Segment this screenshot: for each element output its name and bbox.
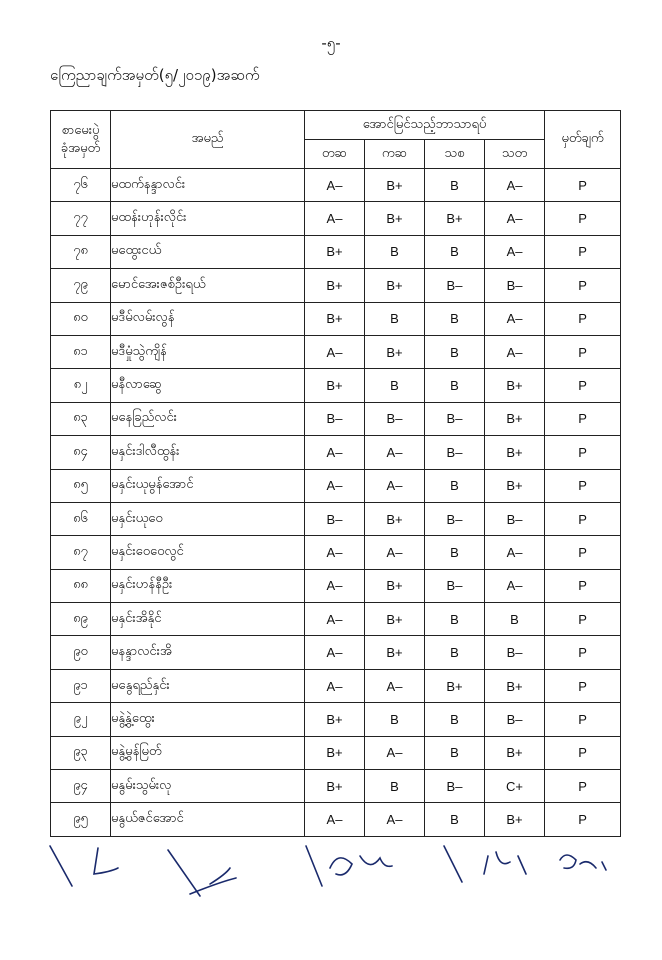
remark-cell: P — [545, 736, 621, 769]
grade-cell: B — [425, 603, 485, 636]
exam-number-cell: ၈၃ — [51, 402, 111, 435]
grade-cell: B — [425, 703, 485, 736]
announcement-heading: ကြေညာချက်အမှတ်(၅/၂၀၁၉)အဆက် — [50, 66, 260, 84]
grade-cell: B– — [425, 569, 485, 602]
grade-cell: B+ — [485, 669, 545, 702]
grade-cell: B — [425, 803, 485, 836]
remark-cell: P — [545, 603, 621, 636]
grade-cell: B+ — [365, 269, 425, 302]
table-row — [51, 436, 621, 469]
signature-2 — [190, 868, 236, 894]
table-row — [51, 669, 621, 702]
grade-cell: A– — [305, 536, 365, 569]
grade-cell: B+ — [485, 402, 545, 435]
student-name-cell: မနှင်းဝေဝေလွင် — [111, 536, 305, 569]
remark-cell: P — [545, 302, 621, 335]
remark-cell: P — [545, 536, 621, 569]
student-name-cell: မနွဲ့နွဲ့ထွေး — [111, 703, 305, 736]
remark-cell: P — [545, 669, 621, 702]
remark-cell: P — [545, 402, 621, 435]
table-row — [51, 402, 621, 435]
exam-number-cell: ၈၂ — [51, 369, 111, 402]
table-row — [51, 502, 621, 535]
grade-cell: B — [365, 770, 425, 803]
table-row — [51, 302, 621, 335]
grade-cell: B– — [485, 703, 545, 736]
grade-cell: B+ — [365, 603, 425, 636]
grade-cell: A– — [365, 536, 425, 569]
exam-number-cell: ၇၉ — [51, 269, 111, 302]
exam-number-cell: ၇၈ — [51, 235, 111, 268]
exam-number-cell: ၈၈ — [51, 569, 111, 602]
grade-cell: B– — [305, 402, 365, 435]
signature-marks — [40, 838, 630, 908]
exam-number-cell: ၈၉ — [51, 603, 111, 636]
slash-mark — [168, 850, 200, 896]
grade-cell: B– — [425, 436, 485, 469]
student-name-cell: မဒီမှုံသွဲကျိန် — [111, 335, 305, 368]
exam-number-cell: ၈၆ — [51, 502, 111, 535]
grade-cell: A– — [365, 803, 425, 836]
remark-cell: P — [545, 803, 621, 836]
remark-cell: P — [545, 202, 621, 235]
grade-cell: A– — [305, 803, 365, 836]
student-name-cell: မနွမ်းသွမ်းလု — [111, 770, 305, 803]
grade-cell: A– — [485, 169, 545, 202]
header-exam-number-line2: ခုံအမှတ် — [60, 140, 101, 156]
grade-cell: B– — [425, 269, 485, 302]
grade-cell: B — [425, 536, 485, 569]
grade-cell: B– — [365, 402, 425, 435]
student-name-cell: မနှင်းအိနိုင် — [111, 603, 305, 636]
grade-cell: B — [425, 235, 485, 268]
grade-cell: A– — [365, 436, 425, 469]
grade-cell: A– — [305, 169, 365, 202]
grade-cell: A– — [485, 536, 545, 569]
student-name-cell: မထွေးငယ် — [111, 235, 305, 268]
remark-cell: P — [545, 269, 621, 302]
table-row — [51, 603, 621, 636]
slash-mark — [444, 846, 462, 882]
student-name-cell: မနီလာဆွေ — [111, 369, 305, 402]
grade-cell: B — [425, 736, 485, 769]
remark-cell: P — [545, 335, 621, 368]
grade-cell: A– — [365, 736, 425, 769]
grade-cell: B+ — [365, 502, 425, 535]
grade-cell: B — [365, 235, 425, 268]
student-name-cell: မောင်အေးဇစ်ဦးရယ် — [111, 269, 305, 302]
student-name-cell: မထန်းဟုန်းလိုင်း — [111, 202, 305, 235]
signature-4 — [484, 852, 526, 874]
header-exam-number-line1: စာမေးပွဲ — [61, 122, 100, 138]
grade-cell: A– — [485, 202, 545, 235]
grade-cell: A– — [485, 569, 545, 602]
header-exam-number — [51, 111, 111, 169]
header-subject: ကဆ — [365, 140, 425, 169]
slash-mark — [306, 846, 322, 886]
signature-1 — [94, 848, 118, 874]
exam-number-cell: ၉၂ — [51, 703, 111, 736]
grade-cell: B– — [485, 269, 545, 302]
grade-cell: B+ — [485, 369, 545, 402]
remark-cell: P — [545, 436, 621, 469]
exam-number-cell: ၉၀ — [51, 636, 111, 669]
remark-cell: P — [545, 502, 621, 535]
table-row — [51, 235, 621, 268]
signatures — [40, 838, 630, 908]
grade-cell: B — [365, 369, 425, 402]
grade-cell: A– — [485, 302, 545, 335]
exam-number-cell: ၈၀ — [51, 302, 111, 335]
remark-cell: P — [545, 703, 621, 736]
remark-cell: P — [545, 569, 621, 602]
grade-cell: B — [425, 169, 485, 202]
table-row — [51, 536, 621, 569]
signature-3 — [330, 856, 392, 875]
grade-cell: B– — [485, 636, 545, 669]
grade-cell: B– — [425, 402, 485, 435]
remark-cell: P — [545, 636, 621, 669]
grade-cell: A– — [305, 569, 365, 602]
student-name-cell: မဒီမ်လမ်းလွန် — [111, 302, 305, 335]
grade-cell: B — [425, 636, 485, 669]
table-row — [51, 369, 621, 402]
student-name-cell: မနွေရည်နှင်း — [111, 669, 305, 702]
grade-cell: B+ — [365, 335, 425, 368]
header-remark: မှတ်ချက် — [545, 111, 621, 169]
slash-mark — [50, 846, 72, 886]
grade-cell: A– — [305, 636, 365, 669]
grade-cell: B+ — [425, 669, 485, 702]
table-row — [51, 569, 621, 602]
exam-number-cell: ၇၇ — [51, 202, 111, 235]
table-row — [51, 636, 621, 669]
grade-cell: B — [485, 603, 545, 636]
results-table — [50, 110, 621, 837]
grade-cell: A– — [305, 603, 365, 636]
student-name-cell: မနွယ်ဇင်အောင် — [111, 803, 305, 836]
exam-number-cell: ၈၇ — [51, 536, 111, 569]
student-name-cell: မနှင်းယုဝေ — [111, 502, 305, 535]
grade-cell: B+ — [365, 569, 425, 602]
grade-cell: B– — [485, 502, 545, 535]
grade-cell: B+ — [485, 803, 545, 836]
grade-cell: B+ — [305, 770, 365, 803]
student-name-cell: မနှင်းယုမွန်အောင် — [111, 469, 305, 502]
remark-cell: P — [545, 770, 621, 803]
exam-number-cell: ၈၁ — [51, 335, 111, 368]
grade-cell: B– — [425, 770, 485, 803]
table-row — [51, 335, 621, 368]
grade-cell: B+ — [425, 202, 485, 235]
exam-number-cell: ၈၅ — [51, 469, 111, 502]
exam-number-cell: ၈၄ — [51, 436, 111, 469]
exam-number-cell: ၉၁ — [51, 669, 111, 702]
student-name-cell: မနွဲ့မွန်မြတ် — [111, 736, 305, 769]
student-name-cell: မထက်နန္ဒာလင်း — [111, 169, 305, 202]
grade-cell: A– — [305, 669, 365, 702]
table-row — [51, 469, 621, 502]
grade-cell: B– — [305, 502, 365, 535]
student-name-cell: မနှင်းဒါလီထွန်း — [111, 436, 305, 469]
remark-cell: P — [545, 235, 621, 268]
grade-cell: B+ — [485, 436, 545, 469]
exam-number-cell: ၉၅ — [51, 803, 111, 836]
table-row — [51, 703, 621, 736]
grade-cell: B+ — [305, 369, 365, 402]
student-name-cell: မနေခြည်လင်း — [111, 402, 305, 435]
exam-number-cell: ၉၃ — [51, 736, 111, 769]
grade-cell: B– — [425, 502, 485, 535]
grade-cell: B — [425, 302, 485, 335]
table-row — [51, 202, 621, 235]
grade-cell: A– — [305, 335, 365, 368]
student-name-cell: မနန္ဒာလင်းအိ — [111, 636, 305, 669]
remark-cell: P — [545, 469, 621, 502]
signature-5 — [560, 855, 606, 870]
grade-cell: B+ — [305, 736, 365, 769]
grade-cell: B — [425, 469, 485, 502]
exam-number-cell: ၉၄ — [51, 770, 111, 803]
grade-cell: B — [365, 302, 425, 335]
table-row — [51, 736, 621, 769]
grade-cell: A– — [305, 469, 365, 502]
grade-cell: B — [425, 335, 485, 368]
table-row — [51, 770, 621, 803]
table-row — [51, 169, 621, 202]
grade-cell: A– — [365, 669, 425, 702]
grade-cell: B+ — [365, 169, 425, 202]
table-row — [51, 269, 621, 302]
exam-number-cell: ၇၆ — [51, 169, 111, 202]
grade-cell: B+ — [305, 703, 365, 736]
grade-cell: B+ — [485, 469, 545, 502]
student-name-cell: မနှင်းဟန်နီဦး — [111, 569, 305, 602]
header-passed-subjects: အောင်မြင်သည့်ဘာသာရပ် — [305, 111, 545, 140]
header-subject: သစ — [425, 140, 485, 169]
header-name: အမည် — [111, 111, 305, 169]
remark-cell: P — [545, 169, 621, 202]
grade-cell: B+ — [485, 736, 545, 769]
header-subject: သတ — [485, 140, 545, 169]
grade-cell: A– — [305, 436, 365, 469]
grade-cell: B+ — [365, 202, 425, 235]
grade-cell: B — [425, 369, 485, 402]
table-row — [51, 803, 621, 836]
grade-cell: A– — [485, 235, 545, 268]
remark-cell: P — [545, 369, 621, 402]
grade-cell: B+ — [305, 235, 365, 268]
grade-cell: C+ — [485, 770, 545, 803]
grade-cell: A– — [365, 469, 425, 502]
grade-cell: A– — [485, 335, 545, 368]
grade-cell: B+ — [365, 636, 425, 669]
page-number: -၅- — [321, 34, 341, 52]
grade-cell: B+ — [305, 302, 365, 335]
grade-cell: A– — [305, 202, 365, 235]
grade-cell: B+ — [305, 269, 365, 302]
header-subject: တဆ — [305, 140, 365, 169]
grade-cell: B — [365, 703, 425, 736]
